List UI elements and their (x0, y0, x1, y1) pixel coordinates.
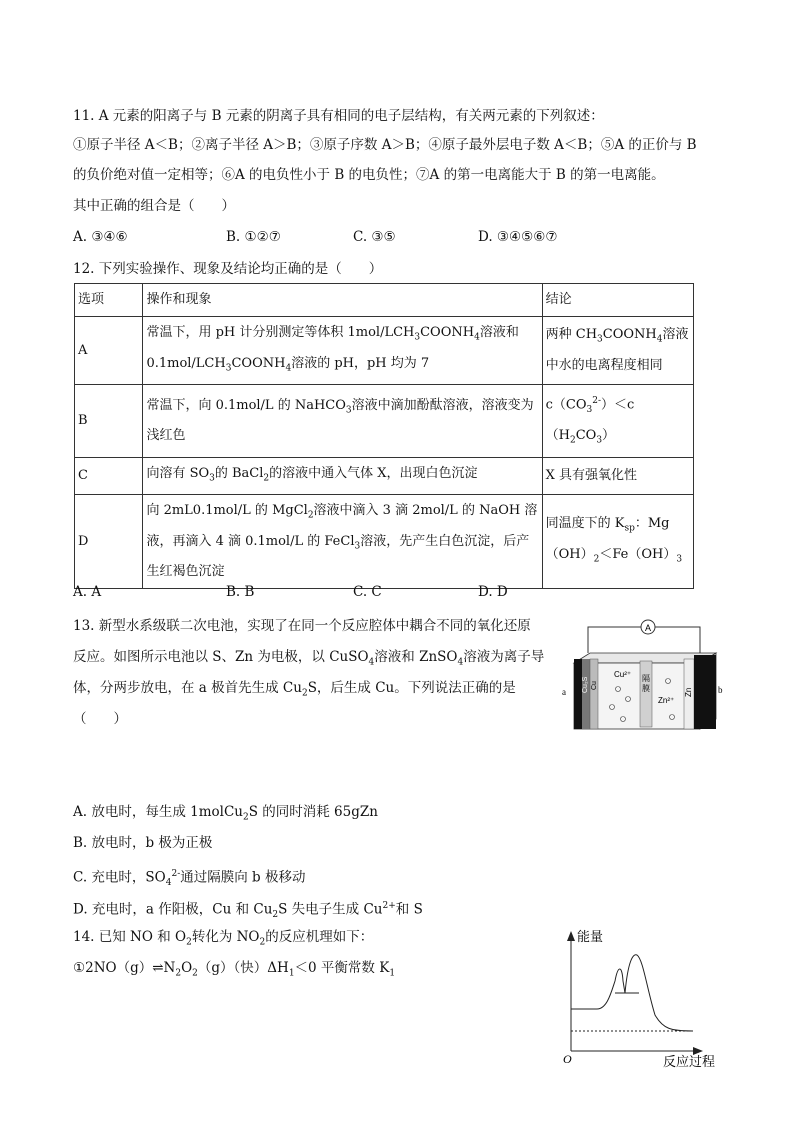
cu2plus-label: Cu²⁺ (614, 670, 632, 679)
q11-line4: 其中正确的组合是（ ） (73, 198, 235, 214)
header-option: 选项 (75, 284, 143, 317)
q11-stem: 11. A 元素的阳离子与 B 元素的阴离子具有相同的电子层结构，有关两元素的下列叙述： (73, 108, 604, 124)
cu2s-label: Cu₂S (582, 676, 589, 693)
q12-option-c[interactable]: C. C (353, 584, 382, 600)
electrode-a-label: a (562, 687, 566, 697)
q11-line2: ①原子半径 A＜B；②离子半径 A＞B；③原子序数 A＞B；④原子最外层电子数 A＜B；⑤A 的正价与 B (73, 137, 697, 153)
q12-table (74, 283, 694, 589)
row-c-operation: 向溶有 $SO_3$的 BaCl$_2$的溶液中通入气体 X，出现白色沉淀 (143, 457, 542, 495)
q11-line3: 的负价绝对值一定相等；⑥A 的电负性小于 B 的电负性；⑦A 的第一电离能大于 B 的第一电离能。 (73, 167, 665, 183)
q12-option-d[interactable]: D. D (478, 584, 508, 600)
q11-option-a[interactable]: A. ③④⑥ (73, 229, 128, 245)
table-row-d (75, 495, 694, 589)
q12-option-a[interactable]: A. A (73, 584, 102, 600)
reaction-curve-1 (597, 969, 625, 1009)
table-header-row (75, 284, 694, 317)
q13-line1: 13. 新型水系级联二次电池，实现了在同一个反应腔体中耦合不同的氧化还原 (73, 618, 531, 634)
row-d-conclusion: 同温度下的 $K_{sp}$：Mg $(OH)_2<Fe(OH)_3$ (542, 495, 693, 589)
row-a-operation: 常温下，用 pH 计分别测定等体积 $1mol/LCH_3COONH_4$溶液和 $0.1mol/LCH_3COONH_4$溶液的 pH，pH 均为 7 (143, 317, 542, 385)
zn2plus-label: Zn²⁺ (658, 696, 675, 705)
ammeter-label: A (644, 623, 652, 633)
row-a-conclusion: 两种 $CH_3COONH_4$溶液 中水的电离程度相同 (542, 317, 693, 385)
row-d-operation: 向 2mL0.1mol/L 的 MgCl$_2$溶液中滴入 3 滴 2mol/L 的 NaOH 溶 液，再滴入 4 滴 0.1mol/L 的 FeCl$_3$溶液，先产生白色沉淀，后产 生红褐色沉淀 (143, 495, 542, 589)
cu-layer (590, 659, 598, 729)
q12-option-b[interactable]: B. B (226, 584, 255, 600)
q14-line2: $①2NO(g)\rightleftharpoons N_2O_2(g)$（快）$\Delta H_1<0$ 平衡常数 $K_1$ (73, 960, 396, 979)
row-b-operation: 常温下，向 0.1mol/L 的 NaHCO$_3$溶液中滴加酚酞溶液，溶液变为 浅红色 (143, 385, 542, 458)
table-row-a (75, 317, 694, 385)
q13-option-a[interactable]: A. 放电时，每生成 1molCu$_2$S 的同时消耗 65gZn (73, 804, 378, 823)
q11-option-b[interactable]: B. ①②⑦ (226, 229, 281, 245)
row-b-label: B (75, 385, 143, 458)
membrane-label: 隔膜 (642, 674, 650, 693)
electrode-b (694, 655, 716, 729)
electrode-a (574, 659, 582, 729)
row-c-label: C (75, 457, 143, 495)
battery-diagram (560, 615, 730, 735)
q11-option-d[interactable]: D. ③④⑤⑥⑦ (478, 229, 558, 245)
q13-option-d[interactable]: D. 充电时，a 作阳极，Cu 和 $Cu_2S$ 失电子生成 $Cu^{2+}$和 S (73, 901, 423, 921)
cu2s-layer (582, 659, 590, 729)
q13-line3: 体，分两步放电，在 a 极首先生成 $Cu_2S$，后生成 Cu。下列说法正确的是 (73, 680, 516, 699)
row-d-label: D (75, 495, 143, 589)
row-c-conclusion: X 具有强氧化性 (542, 457, 693, 495)
origin-label: O (563, 1052, 572, 1066)
header-conclusion: 结论 (542, 284, 693, 317)
table-row-c (75, 457, 694, 495)
y-axis-label: 能量 (577, 930, 604, 945)
row-b-conclusion: $c(CO_3^{2-})<c$ $(H_2CO_3)$ (542, 385, 693, 458)
q13-line2: 反应。如图所示电池以 S、Zn 为电极，以 CuSO$_4$溶液和 ZnSO$_4$溶液为离子导 (73, 649, 545, 668)
q11-option-c[interactable]: C. ③⑤ (353, 229, 396, 245)
q13-option-c[interactable]: C. 充电时，$SO_4^{2-}$通过隔膜向 b 极移动 (73, 869, 306, 889)
electrode-b-label: b (718, 685, 723, 695)
q13-line4: （ ） (73, 711, 127, 727)
membrane (640, 661, 652, 727)
q13-option-b[interactable]: B. 放电时，b 极为正极 (73, 835, 213, 851)
header-operation: 操作和现象 (143, 284, 542, 317)
cu-label: Cu (591, 681, 598, 690)
q12-stem: 12. 下列实验操作、现象及结论均正确的是（ ） (73, 261, 383, 277)
table-row-b (75, 385, 694, 458)
energy-diagram (555, 925, 745, 1070)
x-axis-label: 反应过程 (663, 1055, 716, 1070)
zn-label: Zn (684, 687, 693, 697)
row-a-label: A (75, 317, 143, 385)
q14-line1: 14. 已知 NO 和 $O_2$转化为 $NO_2$的反应机理如下： (73, 929, 374, 948)
